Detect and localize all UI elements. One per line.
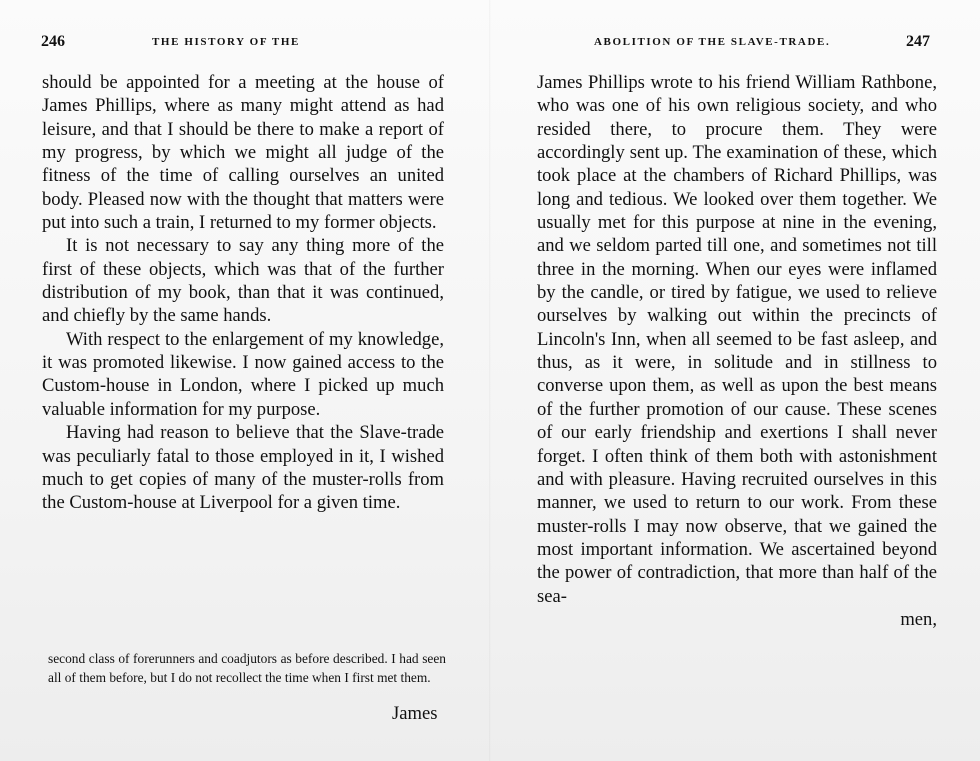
left-paragraph-2: It is not necessary to say any thing more of the first of these objects, which was that of the further distribution of my book, than that it was continued, and chiefly by the same hands.	[42, 235, 444, 327]
right-page-number: 247	[906, 33, 930, 50]
right-paragraph: James Phillips wrote to his friend William Rathbone, who was one of his own religious society, and who resided there, to procure them. They were accordingly sent up. The examination of these, which took place at the chambers of Richard Phillips, was long and tedious. We looked over them together. We usually met for this purpose at nine in the evening, and we seldom parted till one, and sometimes not till three in the morning. When our eyes were inflamed by the candle, or tired by fatigue, we used to relieve ourselves by walking out within the precincts of Lincoln's Inn, when all seemed to be fast asleep, and thus, as it were, in solitude and in stillness to converse upon them, as well as upon the best means of the further promotion of our cause. These scenes of our early friendship and exertions I shall never forget. I often think of them both with astonishment and with pleasure. Having recruited ourselves in this manner, we used to return to our work. From these muster-rolls I may now observe, that we gained the most important information. We ascertained beyond the power of contradiction, that more than half of the sea-	[537, 72, 937, 607]
catchword: James	[392, 703, 438, 724]
right-running-head: ABOLITION OF THE SLAVE-TRADE.	[594, 36, 831, 48]
left-paragraph-1: should be appointed for a meeting at the house of James Phillips, where as many might attend as had leisure, and that I should be there to make a report of my progress, by which we might all judge of the fitness of the time of calling ourselves an united body. Pleased now with the thought that matters were put into such a train, I returned to my former objects.	[42, 72, 444, 234]
right-last-line: men,	[900, 608, 937, 630]
footnote: second class of forerunners and coadjutors as before described. I had seen all of them before, but I do not recollect the time when I first met them.	[48, 651, 446, 685]
left-running-head: THE HISTORY OF THE	[152, 36, 300, 48]
left-body-text	[42, 71, 444, 515]
left-paragraph-3: With respect to the enlargement of my knowledge, it was promoted likewise. I now gained access to the Custom-house in London, where I picked up much valuable information for my purpose.	[42, 328, 444, 420]
left-page-number: 246	[41, 33, 65, 50]
right-body-text	[537, 71, 937, 631]
left-paragraph-4: Having had reason to believe that the Slave-trade was peculiarly fatal to those employed in it, I wished much to get copies of many of the muster-rolls from the Custom-house at Liverpool for a given time.	[42, 422, 444, 514]
right-page	[490, 0, 980, 761]
